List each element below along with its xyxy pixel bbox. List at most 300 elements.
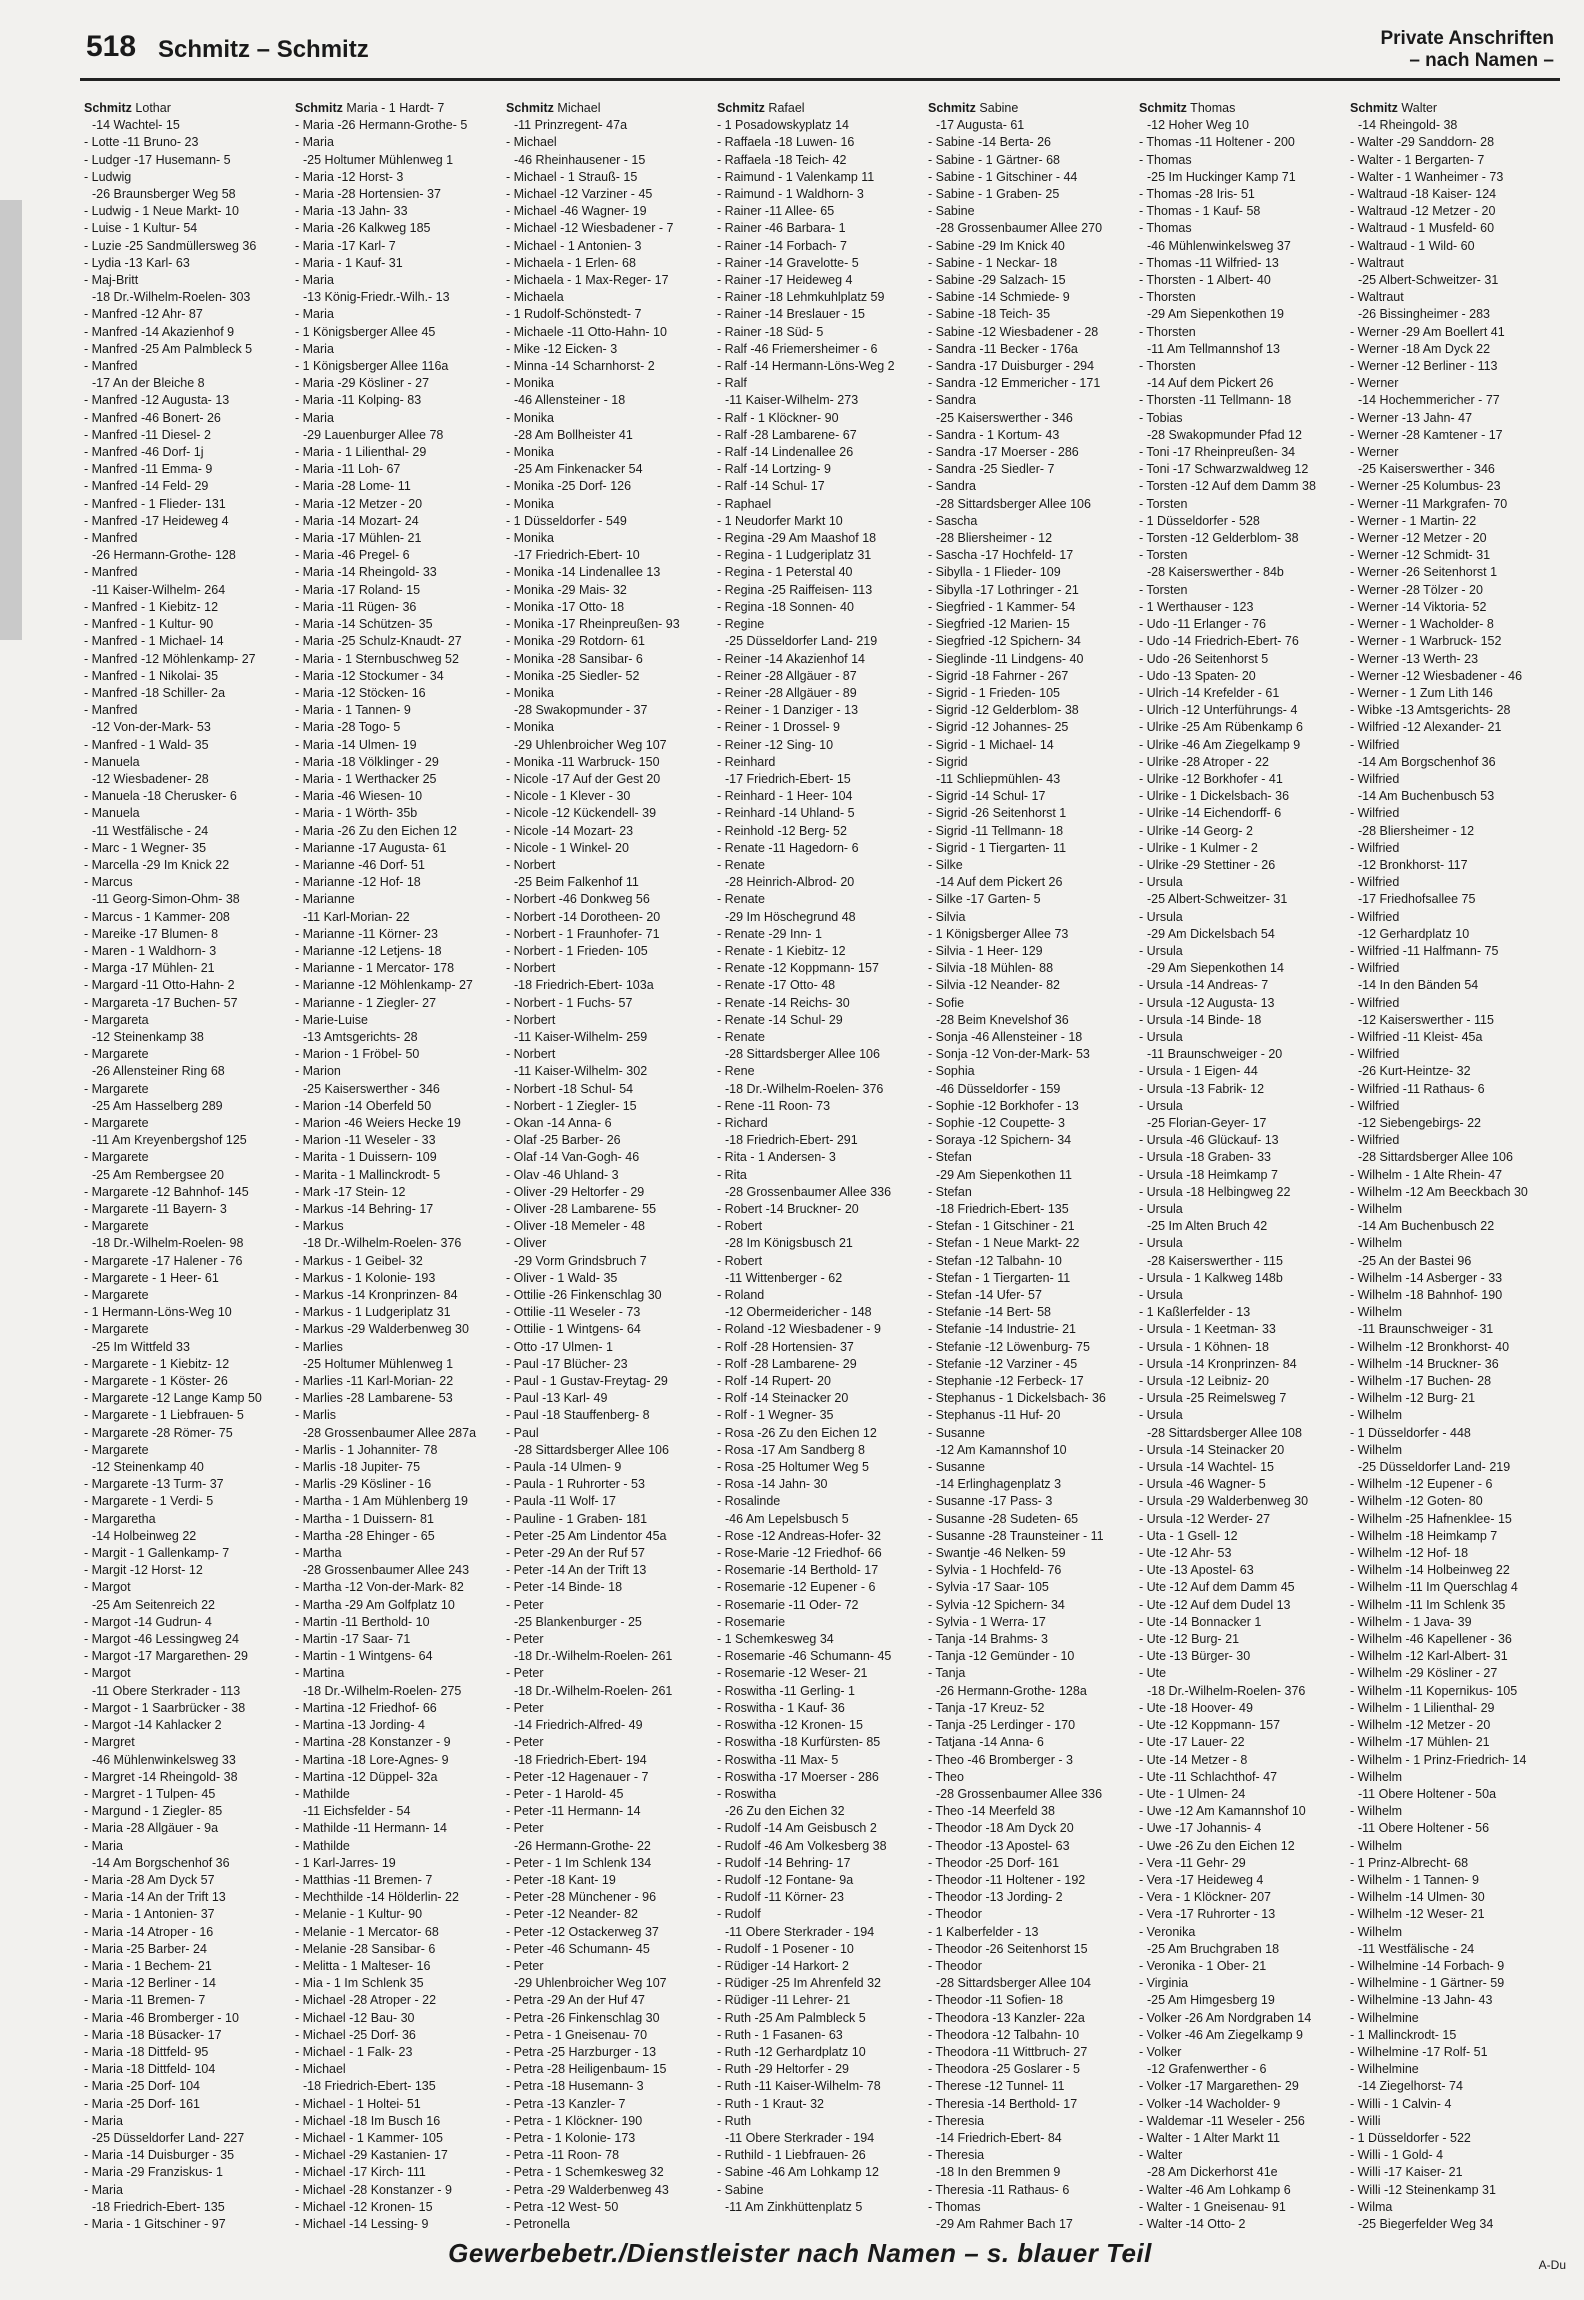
list-item: - 1 Königsberger Allee 116a bbox=[295, 359, 449, 374]
list-item: - Margaretha bbox=[84, 1511, 156, 1526]
list-item: - Monika bbox=[506, 496, 554, 511]
list-item: - Theresia bbox=[928, 2148, 985, 2163]
list-item: - Maria -13 Jahn- 33 bbox=[295, 204, 408, 219]
list-item: - Susanne -28 Sudeten- 65 bbox=[928, 1511, 1079, 1526]
list-item: - Margarete bbox=[84, 1150, 149, 1165]
list-item: -28 Sittardsberger Allee 106 bbox=[936, 496, 1091, 511]
list-item: - 1 Mallinckrodt- 15 bbox=[1350, 2027, 1457, 2042]
list-item: - Mike -12 Eicken- 3 bbox=[506, 341, 618, 356]
column-head bbox=[84, 100, 284, 117]
list-item: - Wilhelm -12 Karl-Albert- 31 bbox=[1350, 1649, 1508, 1664]
list-item: -14 Hochemmericher - 77 bbox=[1358, 393, 1500, 408]
list-item: - Ludwig bbox=[84, 169, 132, 184]
list-item: - Reinhard - 1 Heer- 104 bbox=[717, 789, 853, 804]
list-item: - Michael -18 Im Busch 16 bbox=[295, 2113, 441, 2128]
list-item: - 1 Posadowskyplatz 14 bbox=[717, 118, 850, 133]
list-item: - Wilhelm -14 Ulmen- 30 bbox=[1350, 1890, 1485, 1905]
column-surname: Schmitz bbox=[717, 101, 765, 115]
list-item: -29 Lauenburger Allee 78 bbox=[303, 427, 444, 442]
list-item: - Vera -11 Gehr- 29 bbox=[1139, 1855, 1246, 1870]
list-item: - Thomas bbox=[1139, 152, 1192, 167]
list-item: - Sandra -12 Emmericher - 171 bbox=[928, 376, 1101, 391]
list-item: - Vera -17 Heideweg 4 bbox=[1139, 1872, 1264, 1887]
list-item: - 1 Werthauser - 123 bbox=[1139, 599, 1254, 614]
list-item: - Wilhelm bbox=[1350, 1442, 1403, 1457]
list-item: - Maria bbox=[295, 341, 334, 356]
list-item: - Ursula -12 Leibniz- 20 bbox=[1139, 1374, 1269, 1389]
list-item: - Michael -17 Kirch- 111 bbox=[295, 2165, 426, 2180]
list-item: - Maria - 1 Sternbuschweg 52 bbox=[295, 651, 459, 666]
list-item: - Sabine -14 Schmiede- 9 bbox=[928, 290, 1070, 305]
list-item: - Peter bbox=[506, 1700, 544, 1715]
list-item: -11 Obere Sterkrader - 113 bbox=[92, 1683, 241, 1698]
list-item: - 1 Düsseldorfer - 549 bbox=[506, 513, 627, 528]
list-item: - Martha - 1 Am Mühlenberg 19 bbox=[295, 1494, 468, 1509]
list-item: - Manfred -14 Feld- 29 bbox=[84, 479, 209, 494]
list-item: - Michael bbox=[506, 135, 557, 150]
list-item: - Margard -11 Otto-Hahn- 2 bbox=[84, 978, 235, 993]
list-item: - Tatjana -14 Anna- 6 bbox=[928, 1735, 1044, 1750]
list-item: -46 Rheinhausener - 15 bbox=[514, 152, 646, 167]
list-item: -28 Sittardsberger Allee 106 bbox=[725, 1047, 880, 1062]
list-item: - Rosemarie -12 Weser- 21 bbox=[717, 1666, 868, 1681]
list-item: - Susanne bbox=[928, 1460, 985, 1475]
list-item: - Wibke -13 Amtsgerichts- 28 bbox=[1350, 703, 1511, 718]
list-item: - Tanja -12 Gemünder - 10 bbox=[928, 1649, 1075, 1664]
list-item: - Wilfried bbox=[1350, 840, 1400, 855]
column-head bbox=[506, 100, 706, 117]
list-item: - Siegfried - 1 Kammer- 54 bbox=[928, 599, 1076, 614]
list-item: -12 Wiesbadener- 28 bbox=[92, 771, 209, 786]
list-item: - Sabine - 1 Graben- 25 bbox=[928, 187, 1060, 202]
list-item: - Maria -28 Allgäuer - 9a bbox=[84, 1821, 219, 1836]
list-item: -28 Grossenbaumer Allee 243 bbox=[303, 1563, 470, 1578]
list-item: - Sylvia - 1 Hochfeld- 76 bbox=[928, 1563, 1062, 1578]
list-item: -11 Westfälische - 24 bbox=[1358, 1941, 1475, 1956]
list-item: - Monika -25 Dorf- 126 bbox=[506, 479, 632, 494]
list-item: - 1 Schemkesweg 34 bbox=[717, 1632, 834, 1647]
list-item: - Reiner -12 Sing- 10 bbox=[717, 737, 834, 752]
list-item: - Waltraud - 1 Wild- 60 bbox=[1350, 238, 1475, 253]
list-item: - Siegfried -12 Marien- 15 bbox=[928, 617, 1070, 632]
list-item: - Wilfried bbox=[1350, 806, 1400, 821]
list-item: - Ursula - 1 Kalkweg 148b bbox=[1139, 1270, 1283, 1285]
list-item: -18 Friedrich-Ebert- 291 bbox=[725, 1133, 858, 1148]
list-item: - Toni -17 Schwarzwaldweg 12 bbox=[1139, 462, 1309, 477]
list-item: -11 Kaiser-Wilhelm- 264 bbox=[92, 582, 226, 597]
list-item: - Renate -12 Koppmann- 157 bbox=[717, 961, 879, 976]
list-item: - Manfred -18 Schiller- 2a bbox=[84, 685, 226, 700]
list-item: - Vera - 1 Klöckner- 207 bbox=[1139, 1890, 1272, 1905]
list-item: - Walter bbox=[1139, 2148, 1183, 2163]
list-item: - Maria -28 Am Dyck 57 bbox=[84, 1872, 215, 1887]
list-item: - Marlies -28 Lambarene- 53 bbox=[295, 1391, 453, 1406]
list-item: -25 Florian-Geyer- 17 bbox=[1147, 1115, 1267, 1130]
list-item: - 1 Düsseldorfer - 522 bbox=[1350, 2130, 1471, 2145]
list-item: - Maria -28 Togo- 5 bbox=[295, 720, 401, 735]
list-item: -12 Kaiserswerther - 115 bbox=[1358, 1012, 1494, 1027]
list-item: - Monika -28 Sansibar- 6 bbox=[506, 651, 643, 666]
list-item: - Marion bbox=[295, 1064, 341, 1079]
list-item: -12 Von-der-Mark- 53 bbox=[92, 720, 211, 735]
list-item: - Maria -28 Lome- 11 bbox=[295, 479, 411, 494]
list-item: - Wilfried bbox=[1350, 1133, 1400, 1148]
list-item: - Wilhelm - 1 Lilienthal- 29 bbox=[1350, 1700, 1495, 1715]
list-item: - Werner - 1 Martin- 22 bbox=[1350, 513, 1477, 528]
list-item: -17 Friedrich-Ebert- 15 bbox=[725, 771, 851, 786]
list-item: - Sigrid - 1 Frieden- 105 bbox=[928, 685, 1061, 700]
list-item: -12 Obermeidericher - 148 bbox=[725, 1305, 872, 1320]
list-item: - 1 Kalberfelder - 13 bbox=[928, 1924, 1039, 1939]
list-item: - 1 Königsberger Allee 73 bbox=[928, 926, 1069, 941]
list-item: -26 Braunsberger Weg 58 bbox=[92, 187, 236, 202]
column-surname: Schmitz bbox=[295, 101, 343, 115]
list-item: - Volker -46 Am Ziegelkamp 9 bbox=[1139, 2027, 1303, 2042]
list-item: - Werner -28 Kamtener - 17 bbox=[1350, 427, 1503, 442]
list-item: - Ute -17 Lauer- 22 bbox=[1139, 1735, 1245, 1750]
list-item: - Ulrike -46 Am Ziegelkamp 9 bbox=[1139, 737, 1301, 752]
list-item: - Marianne -12 Möhlenkamp- 27 bbox=[295, 978, 473, 993]
list-item: - Ursula -46 Wagner- 5 bbox=[1139, 1477, 1266, 1492]
list-item: - Regina -25 Raiffeisen- 113 bbox=[717, 582, 873, 597]
list-item: - Manfred - 1 Kultur- 90 bbox=[84, 617, 214, 632]
list-item: - Wilhelm -14 Asberger - 33 bbox=[1350, 1270, 1503, 1285]
list-item: - Werner -26 Seitenhorst 1 bbox=[1350, 565, 1498, 580]
list-item: - Marianne - 1 Ziegler- 27 bbox=[295, 995, 437, 1010]
list-item: - Michael -29 Kastanien- 17 bbox=[295, 2148, 448, 2163]
list-item: - Olaf -25 Barber- 26 bbox=[506, 1133, 621, 1148]
list-item: - Wilhelm bbox=[1350, 1408, 1403, 1423]
list-item: -14 Auf dem Pickert 26 bbox=[1147, 376, 1274, 391]
list-item: -12 Gerhardplatz 10 bbox=[1358, 926, 1470, 941]
list-item: - Theodor -13 Apostel- 63 bbox=[928, 1838, 1070, 1853]
list-item: - Wilfried bbox=[1350, 1098, 1400, 1113]
list-item: - Mechthilde -14 Hölderlin- 22 bbox=[295, 1890, 459, 1905]
list-item: - Ruth - 1 Fasanen- 63 bbox=[717, 2027, 843, 2042]
list-item: -11 Schliepmühlen- 43 bbox=[936, 771, 1061, 786]
list-item: -25 Am Himgesberg 19 bbox=[1147, 1993, 1275, 2008]
list-item: - Volker -14 Wacholder- 9 bbox=[1139, 2096, 1281, 2111]
list-item: - Paula -11 Wolf- 17 bbox=[506, 1494, 617, 1509]
list-item: - Margot - 1 Saarbrücker - 38 bbox=[84, 1700, 246, 1715]
list-item: - Maria -11 Rügen- 36 bbox=[295, 599, 417, 614]
list-item: - Sascha -17 Hochfeld- 17 bbox=[928, 548, 1074, 563]
list-item: - Margot -14 Gudrun- 4 bbox=[84, 1614, 212, 1629]
list-item: - Wilhelm - 1 Java- 39 bbox=[1350, 1614, 1472, 1629]
list-item: - Sigrid - 1 Tiergarten- 11 bbox=[928, 840, 1067, 855]
list-item: - Uwe -12 Am Kamannshof 10 bbox=[1139, 1804, 1306, 1819]
list-item: - Tobias bbox=[1139, 410, 1183, 425]
list-item: - Theodor -13 Jording- 2 bbox=[928, 1890, 1063, 1905]
section-title-line1: Private Anschriften bbox=[1380, 28, 1554, 49]
list-item: - Ulrike -28 Atroper - 22 bbox=[1139, 754, 1269, 769]
list-item: - Werner -12 Metzer - 20 bbox=[1350, 531, 1487, 546]
list-item: - Ursula -18 Graben- 33 bbox=[1139, 1150, 1272, 1165]
list-item: - Ottilie -26 Finkenschlag 30 bbox=[506, 1288, 662, 1303]
list-item: - Wilhelm bbox=[1350, 1305, 1403, 1320]
list-item: - Mathilde -11 Hermann- 14 bbox=[295, 1821, 447, 1836]
list-item: - Werner -12 Schmidt- 31 bbox=[1350, 548, 1491, 563]
list-item: - Maria - 1 Gitschiner - 97 bbox=[84, 2216, 226, 2230]
list-item: - Renate - 1 Kiebitz- 12 bbox=[717, 943, 846, 958]
list-item: - Marianne -46 Dorf- 51 bbox=[295, 857, 425, 872]
list-item: -29 Vorm Grindsbruch 7 bbox=[514, 1253, 647, 1268]
list-item: - Renate -11 Hagedorn- 6 bbox=[717, 840, 859, 855]
list-item: - Monika bbox=[506, 410, 554, 425]
list-item: - Werner -28 Tölzer - 20 bbox=[1350, 582, 1483, 597]
list-item: - Ursula bbox=[1139, 943, 1183, 958]
list-item: -14 Am Borgschenhof 36 bbox=[92, 1855, 230, 1870]
list-item: - Rosemarie -14 Berthold- 17 bbox=[717, 1563, 879, 1578]
list-item: - Theodor -25 Dorf- 161 bbox=[928, 1855, 1060, 1870]
list-item: - Rita bbox=[717, 1167, 747, 1182]
list-item: - Mathilde bbox=[295, 1838, 350, 1853]
list-item: - Ute -18 Hoover- 49 bbox=[1139, 1700, 1253, 1715]
list-item: - Rainer -17 Heideweg 4 bbox=[717, 273, 853, 288]
list-item: -25 Düsseldorfer Land- 219 bbox=[725, 634, 878, 649]
list-item: -25 Kaiserswerther - 346 bbox=[303, 1081, 440, 1096]
column-first-entry: Michael bbox=[553, 101, 601, 115]
list-item: - Wilhelm bbox=[1350, 1236, 1403, 1251]
list-item: - Sandra bbox=[928, 479, 976, 494]
list-item: - Maria -18 Völklinger - 29 bbox=[295, 754, 439, 769]
list-item: - Manfred bbox=[84, 703, 138, 718]
page-number: 518 bbox=[86, 30, 137, 63]
list-item: -28 Beim Knevelshof 36 bbox=[936, 1012, 1069, 1027]
list-item: - Theresia bbox=[928, 2113, 985, 2128]
list-item: - Therese -12 Tunnel- 11 bbox=[928, 2079, 1065, 2094]
list-item: - Melanie -28 Sansibar- 6 bbox=[295, 1941, 436, 1956]
list-item: - Sigrid -12 Gelderblom- 38 bbox=[928, 703, 1079, 718]
list-item: - Margot -17 Margarethen- 29 bbox=[84, 1649, 248, 1664]
list-item: -12 Steinenkamp 38 bbox=[92, 1029, 204, 1044]
list-item: - Monika bbox=[506, 445, 554, 460]
list-item: - Susanne bbox=[928, 1425, 985, 1440]
list-item: - Ursula -14 Binde- 18 bbox=[1139, 1012, 1262, 1027]
list-item: - Marianne -12 Letjens- 18 bbox=[295, 943, 442, 958]
list-item: - Maria -46 Pregel- 6 bbox=[295, 548, 410, 563]
list-item: - Siegfried -12 Spichern- 34 bbox=[928, 634, 1081, 649]
list-item: - Wilhelm -14 Holbeinweg 22 bbox=[1350, 1563, 1510, 1578]
list-item: - Walter -29 Sanddorn- 28 bbox=[1350, 135, 1495, 150]
list-item: - Maren - 1 Waldhorn- 3 bbox=[84, 943, 217, 958]
list-item: - Ute -13 Apostel- 63 bbox=[1139, 1563, 1254, 1578]
list-item: - Manfred -25 Am Palmbleck 5 bbox=[84, 341, 253, 356]
list-item: - Manfred -46 Dorf- 1j bbox=[84, 445, 204, 460]
list-item: - Norbert bbox=[506, 1012, 556, 1027]
list-item: -18 Dr.-Wilhelm-Roelen- 261 bbox=[514, 1649, 673, 1664]
list-item: - Michael - 1 Holtei- 51 bbox=[295, 2096, 421, 2111]
list-item: - Renate bbox=[717, 892, 765, 907]
list-item: - Stefan - 1 Tiergarten- 11 bbox=[928, 1270, 1071, 1285]
list-item: - Norbert bbox=[506, 857, 556, 872]
list-item: -12 Hoher Weg 10 bbox=[1147, 118, 1249, 133]
list-item: -14 Erlinghagenplatz 3 bbox=[936, 1477, 1062, 1492]
list-item: - Theodor bbox=[928, 1907, 982, 1922]
list-item: - Nicole -17 Auf der Gest 20 bbox=[506, 771, 661, 786]
list-item: - Petra - 1 Kolonie- 173 bbox=[506, 2130, 636, 2145]
list-item: - Nicole - 1 Klever - 30 bbox=[506, 789, 631, 804]
list-item: - Maria -17 Roland- 15 bbox=[295, 582, 421, 597]
list-item: - Ursula bbox=[1139, 1202, 1183, 1216]
list-item: - Marga -17 Mühlen- 21 bbox=[84, 961, 215, 976]
list-item: - Ursula bbox=[1139, 875, 1183, 890]
list-item: - Udo -14 Friedrich-Ebert- 76 bbox=[1139, 634, 1299, 649]
list-item: - Monika -29 Mais- 32 bbox=[506, 582, 627, 597]
list-item: - Norbert -46 Donkweg 56 bbox=[506, 892, 650, 907]
list-item: -14 Rheingold- 38 bbox=[1358, 118, 1458, 133]
list-item: - Manfred -12 Ahr- 87 bbox=[84, 307, 203, 322]
list-item: - Sabine -29 Im Knick 40 bbox=[928, 238, 1065, 253]
list-item: - Wilma bbox=[1350, 2199, 1393, 2214]
list-item: - Renate -17 Otto- 48 bbox=[717, 978, 836, 993]
list-item: - Paula -14 Ulmen- 9 bbox=[506, 1460, 622, 1475]
list-item: - 1 Karl-Jarres- 19 bbox=[295, 1855, 396, 1870]
list-item: - Manfred bbox=[84, 565, 138, 580]
list-item: - Maria bbox=[295, 135, 334, 150]
list-item: - Margit -12 Horst- 12 bbox=[84, 1563, 203, 1578]
list-item: - Ute -12 Auf dem Dudel 13 bbox=[1139, 1597, 1291, 1612]
list-item: - Thomas bbox=[1139, 221, 1192, 236]
list-item: - Veronika - 1 Ober- 21 bbox=[1139, 1958, 1267, 1973]
list-item: - Rudolf -14 Am Geisbusch 2 bbox=[717, 1821, 877, 1836]
list-item: - Maria -18 Dittfeld- 95 bbox=[84, 2044, 209, 2059]
list-item: - Raimund - 1 Valenkamp 11 bbox=[717, 169, 875, 184]
list-item: - Maria -28 Hortensien- 37 bbox=[295, 187, 441, 202]
list-item: - Martina -13 Jording- 4 bbox=[295, 1718, 425, 1733]
list-item: - Ulrike -12 Borkhofer - 41 bbox=[1139, 771, 1283, 786]
list-item: - 1 Neudorfer Markt 10 bbox=[717, 513, 843, 528]
list-item: - Ursula -14 Wachtel- 15 bbox=[1139, 1460, 1274, 1475]
list-item: - Robert bbox=[717, 1253, 763, 1268]
list-item: - Maria -14 Atroper - 16 bbox=[84, 1924, 214, 1939]
list-item: - Thorsten bbox=[1139, 359, 1196, 374]
list-item: - Ursula -12 Augusta- 13 bbox=[1139, 995, 1275, 1010]
list-item: - Waltraud -18 Kaiser- 124 bbox=[1350, 187, 1497, 202]
list-item: -18 Dr.-Wilhelm-Roelen- 376 bbox=[303, 1236, 462, 1251]
list-item: - Margarete bbox=[84, 1115, 149, 1130]
list-item: - Margot bbox=[84, 1580, 131, 1595]
list-item: - 1 Hermann-Löns-Weg 10 bbox=[84, 1305, 232, 1320]
list-item: - Marion -14 Oberfeld 50 bbox=[295, 1098, 432, 1113]
list-item: - Marianne - 1 Mercator- 178 bbox=[295, 961, 455, 976]
list-item: - Theo -14 Meerfeld 38 bbox=[928, 1804, 1055, 1819]
list-item: - Markus - 1 Geibel- 32 bbox=[295, 1253, 423, 1268]
list-item: - Theresia -14 Berthold- 17 bbox=[928, 2096, 1078, 2111]
list-item: - Maria - 1 Wörth- 35b bbox=[295, 806, 418, 821]
list-item: - Michaela - 1 Max-Reger- 17 bbox=[506, 273, 669, 288]
list-item: - Michael -14 Lessing- 9 bbox=[295, 2216, 429, 2230]
list-item: - Paul bbox=[506, 1425, 539, 1440]
list-item: - Manuela bbox=[84, 806, 140, 821]
list-item: - Robert -14 Bruckner- 20 bbox=[717, 1202, 859, 1216]
list-item: - Michael - 1 Strauß- 15 bbox=[506, 169, 638, 184]
list-item: -18 Friedrich-Ebert- 103a bbox=[514, 978, 654, 993]
list-item: - Maria - 1 Antonien- 37 bbox=[84, 1907, 215, 1922]
list-item: -11 Kaiser-Wilhelm- 302 bbox=[514, 1064, 648, 1079]
list-item: - Peter -18 Kant- 19 bbox=[506, 1872, 616, 1887]
list-item: - Marcella -29 Im Knick 22 bbox=[84, 857, 230, 872]
list-item: - 1 Düsseldorfer - 448 bbox=[1350, 1425, 1471, 1440]
list-item: - Peter -11 Hermann- 14 bbox=[506, 1804, 641, 1819]
list-item: - Rosalinde bbox=[717, 1494, 781, 1509]
list-item: - Maria - 1 Bechem- 21 bbox=[84, 1958, 212, 1973]
list-item: - Oliver bbox=[506, 1236, 547, 1251]
list-item: - Peter -46 Schumann- 45 bbox=[506, 1941, 650, 1956]
list-item: - Renate bbox=[717, 1029, 765, 1044]
list-item: - Sabine bbox=[717, 2182, 764, 2197]
list-item: - Michael - 1 Kammer- 105 bbox=[295, 2130, 443, 2145]
list-item: - Wilhelmine -14 Forbach- 9 bbox=[1350, 1958, 1505, 1973]
list-item: - Manfred - 1 Flieder- 131 bbox=[84, 496, 226, 511]
list-item: - Maj-Britt bbox=[84, 273, 139, 288]
list-item: -25 Am Bruchgraben 18 bbox=[1147, 1941, 1280, 1956]
list-item: - Stefan bbox=[928, 1150, 972, 1165]
list-item: - Sigrid -11 Tellmann- 18 bbox=[928, 823, 1064, 838]
list-item: -18 Friedrich-Ebert- 135 bbox=[92, 2199, 225, 2214]
list-item: - Margareta -17 Buchen- 57 bbox=[84, 995, 238, 1010]
list-item: - Peter bbox=[506, 1735, 544, 1750]
list-item: - Regine bbox=[717, 617, 765, 632]
list-item: - Rudolf -11 Körner- 23 bbox=[717, 1890, 844, 1905]
list-item: - Wilfried bbox=[1350, 771, 1400, 786]
list-item: - Wilhelm -18 Bahnhof- 190 bbox=[1350, 1288, 1503, 1303]
list-item: - Manfred -11 Emma- 9 bbox=[84, 462, 213, 477]
list-item: - Maria -25 Dorf- 104 bbox=[84, 2079, 201, 2094]
list-item: -25 Albert-Schweitzer- 31 bbox=[1147, 892, 1288, 907]
list-item: -25 Holtumer Mühlenweg 1 bbox=[303, 1356, 454, 1371]
column-first-entry: Lothar bbox=[131, 101, 171, 115]
list-item: - Ludwig - 1 Neue Markt- 10 bbox=[84, 204, 239, 219]
list-item: - Wilhelm -11 Im Querschlag 4 bbox=[1350, 1580, 1518, 1595]
list-item: - Regina -29 Am Maashof 18 bbox=[717, 531, 877, 546]
list-item: - Maria -25 Schulz-Knaudt- 27 bbox=[295, 634, 462, 649]
list-item: - Ralf -14 Schul- 17 bbox=[717, 479, 825, 494]
list-item: - Markus - 1 Kolonie- 193 bbox=[295, 1270, 436, 1285]
list-item: - Udo -26 Seitenhorst 5 bbox=[1139, 651, 1269, 666]
list-item: - Martha -29 Am Golfplatz 10 bbox=[295, 1597, 455, 1612]
list-item: - Veronika bbox=[1139, 1924, 1196, 1939]
list-item: - Peter bbox=[506, 1632, 544, 1647]
list-item: -25 Biegerfelder Weg 34 bbox=[1358, 2216, 1494, 2230]
footer-banner: Gewerbebetr./Dienstleister nach Namen – s. blauer Teil bbox=[448, 2238, 1152, 2268]
list-item: - Maria -14 Rheingold- 33 bbox=[295, 565, 437, 580]
list-item: - Sonja -46 Allensteiner - 18 bbox=[928, 1029, 1083, 1044]
list-item: - Paul -17 Blücher- 23 bbox=[506, 1356, 628, 1371]
list-item: -29 Am Rahmer Bach 17 bbox=[936, 2216, 1073, 2230]
list-item: - Maria -12 Metzer - 20 bbox=[295, 496, 423, 511]
list-item: - Wilhelm -17 Buchen- 28 bbox=[1350, 1374, 1492, 1389]
list-item: - Theodora -11 Wittbruch- 27 bbox=[928, 2044, 1088, 2059]
list-item: - Sigrid -12 Johannes- 25 bbox=[928, 720, 1069, 735]
list-item: - Wilhelm - 1 Prinz-Friedrich- 14 bbox=[1350, 1752, 1527, 1767]
list-item: - Renate -29 Inn- 1 bbox=[717, 926, 822, 941]
column-head bbox=[717, 100, 917, 117]
list-item: - Stefan -14 Ufer- 57 bbox=[928, 1288, 1042, 1303]
list-item: - 1 Düsseldorfer - 528 bbox=[1139, 513, 1260, 528]
list-item: - Peter -12 Hagenauer - 7 bbox=[506, 1769, 649, 1784]
list-item: -18 Dr.-Wilhelm-Roelen- 275 bbox=[303, 1683, 462, 1698]
list-item: - Uwe -17 Johannis- 4 bbox=[1139, 1821, 1262, 1836]
list-item: - Michaela bbox=[506, 290, 564, 305]
list-item: -14 Auf dem Pickert 26 bbox=[936, 875, 1063, 890]
list-item: - Petra - 1 Gneisenau- 70 bbox=[506, 2027, 648, 2042]
list-item: - Margund - 1 Ziegler- 85 bbox=[84, 1804, 223, 1819]
list-item: - Roswitha -17 Moerser - 286 bbox=[717, 1769, 879, 1784]
list-item: -18 Dr.-Wilhelm-Roelen- 376 bbox=[1147, 1683, 1306, 1698]
list-item: - Torsten bbox=[1139, 582, 1188, 597]
list-item: - Udo -13 Spaten- 20 bbox=[1139, 668, 1256, 683]
